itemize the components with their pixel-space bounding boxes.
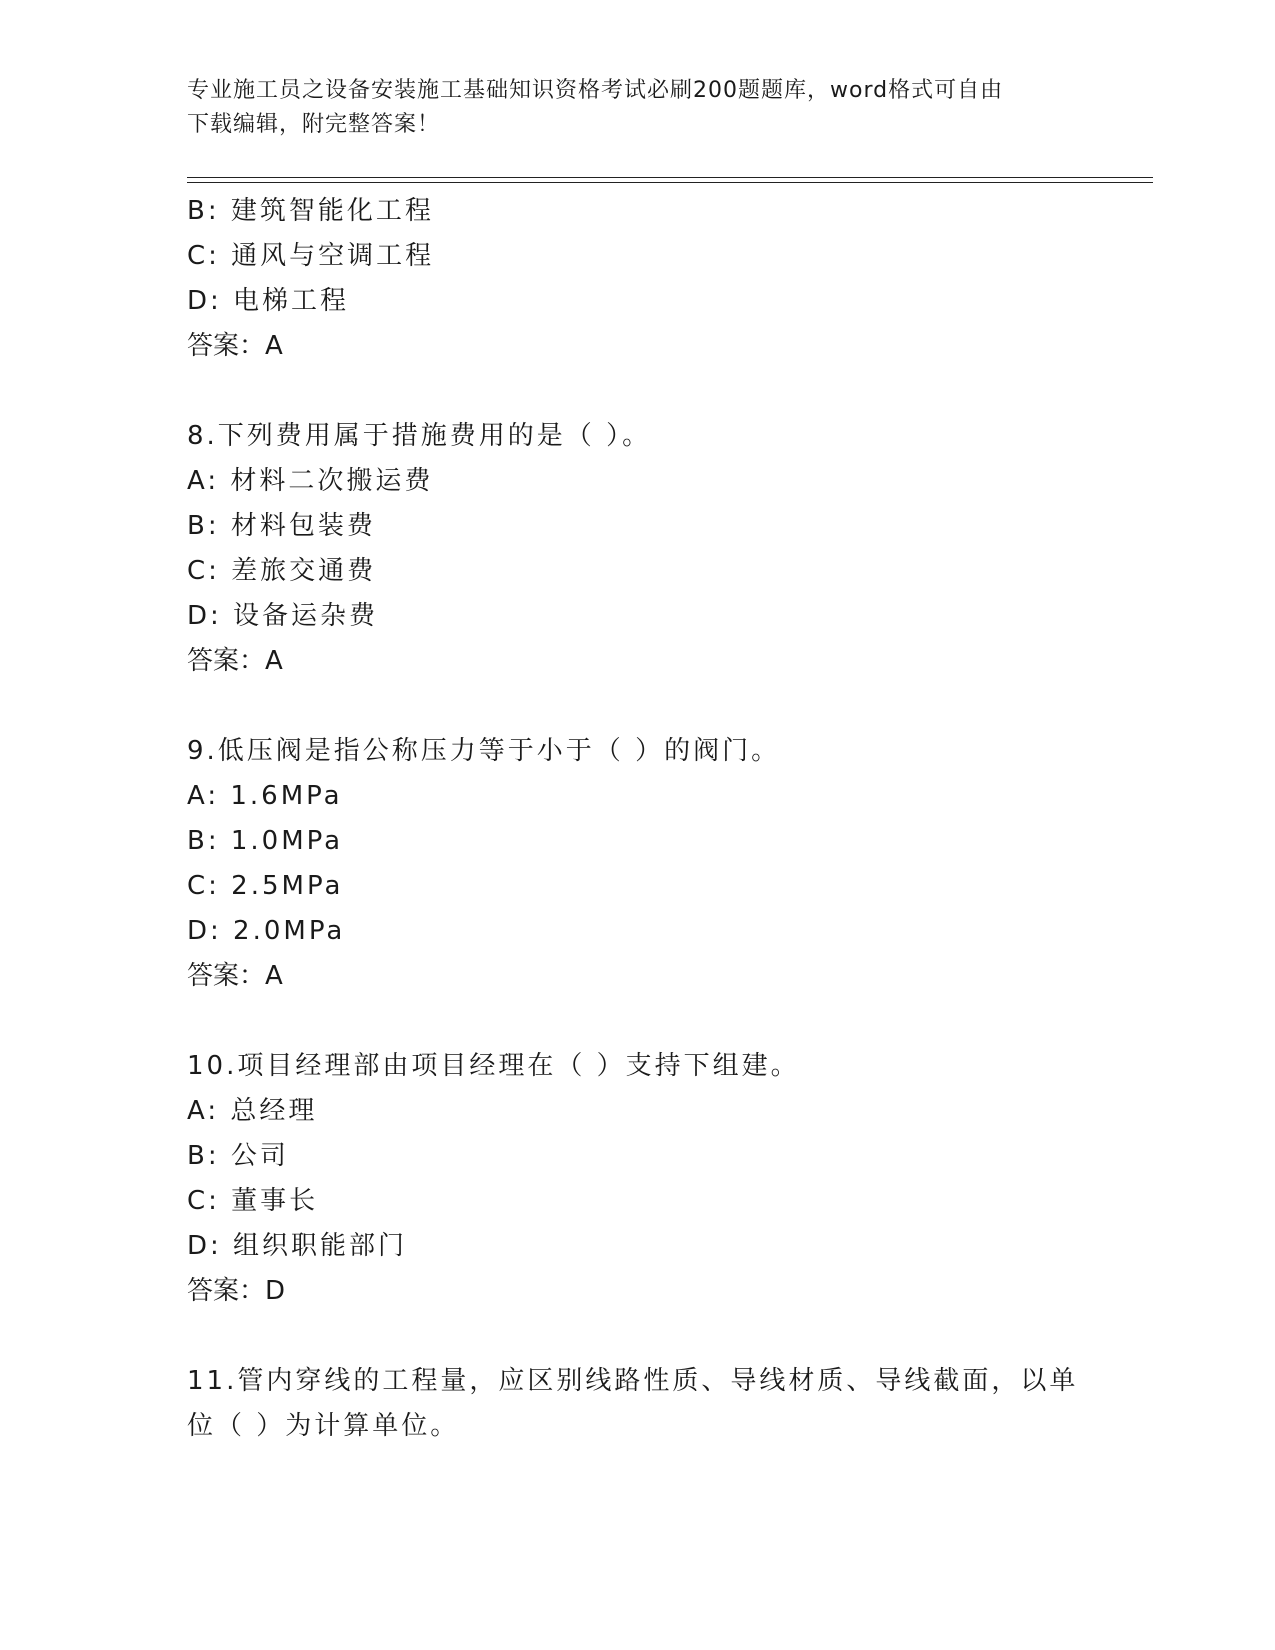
- question-10-option-c: C: 董事长: [187, 1186, 319, 1216]
- question-9-answer: [187, 961, 284, 991]
- answer-label: 答案：: [187, 331, 266, 361]
- answer-value: D: [265, 1276, 287, 1306]
- question-10-option-a: A: 总经理: [187, 1096, 318, 1126]
- answer-value: A: [265, 646, 284, 676]
- header-line-2: 下载编辑，附完整答案！: [187, 112, 441, 137]
- question-9-option-b: B: 1.0MPa: [187, 826, 344, 856]
- option-b: B: 建筑智能化工程: [187, 196, 434, 226]
- question-9-option-a: A: 1.6MPa: [187, 781, 343, 811]
- option-d: D: 电梯工程: [187, 286, 350, 316]
- answer-value: A: [265, 961, 284, 991]
- answer-label: 答案：: [187, 1276, 266, 1306]
- header-divider-bottom: [187, 182, 1153, 183]
- question-10-answer: [187, 1276, 286, 1306]
- question-9: 9.低压阀是指公称压力等于小于（ ）的阀门。: [187, 736, 781, 766]
- question-11-line-2: 位（ ）为计算单位。: [187, 1411, 460, 1441]
- question-9-option-c: C: 2.5MPa: [187, 871, 344, 901]
- header-line-1: 专业施工员之设备安装施工基础知识资格考试必刷200题题库，word格式可自由: [187, 78, 1004, 103]
- answer-line: [187, 331, 284, 361]
- option-c: C: 通风与空调工程: [187, 241, 435, 271]
- answer-value: A: [265, 331, 284, 361]
- question-9-option-d: D: 2.0MPa: [187, 916, 346, 946]
- question-8-option-a: A: 材料二次搬运费: [187, 466, 434, 496]
- question-8-answer: [187, 646, 284, 676]
- question-8: 8.下列费用属于措施费用的是（ ）。: [187, 421, 652, 451]
- question-8-option-c: C: 差旅交通费: [187, 556, 377, 586]
- question-8-option-b: B: 材料包装费: [187, 511, 376, 541]
- question-8-option-d: D: 设备运杂费: [187, 601, 379, 631]
- question-10-option-d: D: 组织职能部门: [187, 1231, 408, 1261]
- question-11-line-1: 11.管内穿线的工程量，应区别线路性质、导线材质、导线截面，以单: [187, 1366, 1079, 1396]
- header-divider-top: [187, 177, 1153, 178]
- answer-label: 答案：: [187, 961, 266, 991]
- question-10-option-b: B: 公司: [187, 1141, 289, 1171]
- document-header: [187, 74, 1087, 142]
- question-10: 10.项目经理部由项目经理在（ ）支持下组建。: [187, 1051, 800, 1081]
- answer-label: 答案：: [187, 646, 266, 676]
